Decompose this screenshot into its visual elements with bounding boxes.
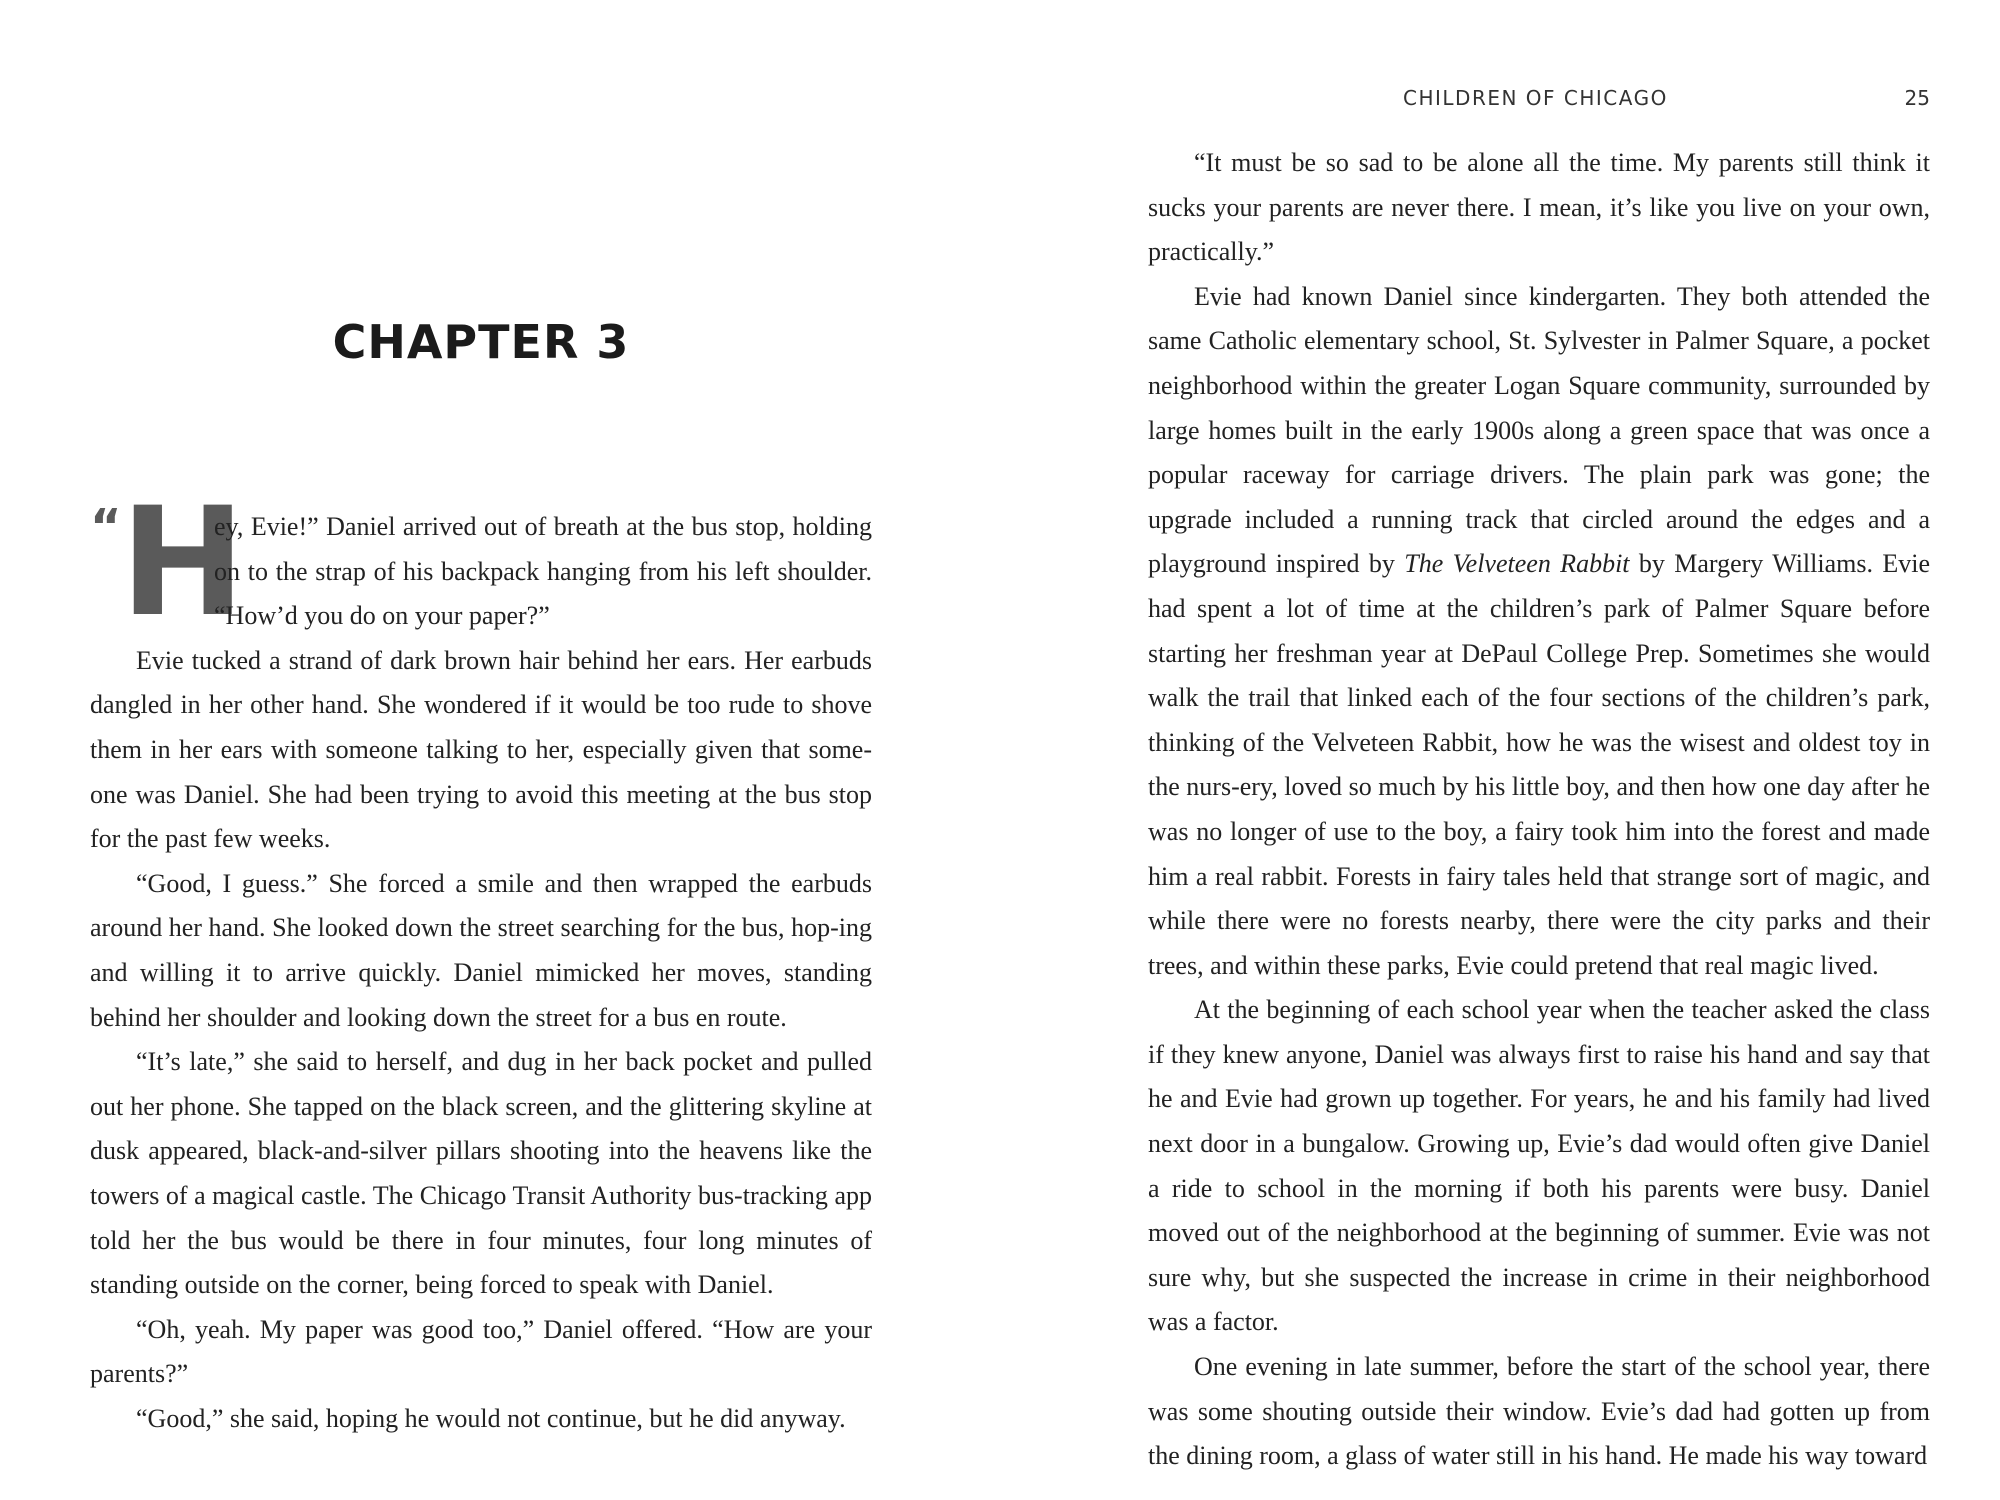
left-page-body (90, 476, 872, 1441)
opening-line: ey, Evie!” Daniel arrived out of breath at the bus stop, holding (214, 512, 872, 541)
page-number: 25 (1904, 86, 1930, 110)
paragraph: Evie tucked a strand of dark brown hair behind her ears. Her earbuds dangled in her other hand. She wondered if it would be too rude to shove them in her ears with someone talking to her, especially given that some-one was Daniel. She had been trying to avoid this meeting at the bus stop for the past few weeks. (90, 645, 872, 854)
chapter-title: CHAPTER 3 (332, 315, 630, 369)
paragraph-text: by Margery Williams. Evie had spent a lot of time at the children’s park of Palmer Square before starting her freshman year at DePaul College Prep. Sometimes she would walk the trail that linked each of the four sections of the children’s park, thinking of the Velveteen Rabbit, how he was the wisest and oldest toy in the nurs-ery, loved so much by his little boy, and then how one day after he was no longer of use to the boy, a fairy took him into the forest and made him a real rabbit. Forests in fairy tales held that strange sort of magic, and while there were no forests nearby, there were the city parks and their trees, and within these parks, Evie could pretend that real magic lived. (1148, 549, 1930, 980)
running-head-title: CHILDREN OF CHICAGO (1403, 86, 1668, 110)
paragraph-text: One evening in late summer, before the start of the school year, there was some shouting outside their window. Evie’s dad had gotten up from the dining room, a glass of water still in his hand. He made his way toward (1148, 1352, 1930, 1471)
running-head (1148, 86, 1930, 116)
opening-lines (214, 505, 872, 639)
paragraph: “Good,” she said, hoping he would not continue, but he did anyway. (136, 1403, 846, 1433)
paragraph (1148, 275, 1930, 989)
paragraph (1148, 988, 1930, 1345)
paragraph-text: At the beginning of each school year when the teacher asked the class if they knew anyone, Daniel was always first to raise his hand and say that he and Evie had grown up together. For years, he and his family had lived next door in a bungalow. Growing up, Evie’s dad would often give Daniel a ride to school in the morning if both his parents were busy. Daniel moved out of the neighborhood at the beginning of summer. Evie was not sure why, but she suspected the increase in crime in their neighborhood was a factor. (1148, 995, 1930, 1337)
paragraph: “Good, I guess.” She forced a smile and then wrapped the earbuds around her hand. She looked down the street searching for the bus, hop-ing and willing it to arrive quickly. Daniel mimicked her moves, standing behind her shoulder and looking down the street for a bus en route. (90, 868, 872, 1032)
paragraph: “It’s late,” she said to herself, and dug in her back pocket and pulled out her phone. She tapped on the black screen, and the glittering skyline at dusk appeared, black-and-silver pillars shooting into the heavens like the towers of a magical castle. The Chicago Transit Authority bus-tracking app told her the bus would be there in four minutes, four long minutes of standing outside on the corner, being forced to speak with Daniel. (90, 1047, 872, 1300)
left-page (90, 0, 872, 1500)
right-page (1148, 0, 1930, 1500)
right-page-body (1148, 141, 1930, 1479)
chapter-opening (90, 476, 872, 650)
book-title-italic: The Velveteen Rabbit (1404, 549, 1630, 579)
opening-line: on to the strap of his backpack hanging from his left shoulder. (214, 556, 872, 586)
paragraph (1148, 141, 1930, 275)
paragraph: “Oh, yeah. My paper was good too,” Daniel offered. “How are your parents?” (90, 1314, 872, 1389)
paragraph (1148, 1345, 1930, 1479)
paragraph-text: “It must be so sad to be alone all the time. My parents still think it sucks your parents are never there. I mean, it’s like you live on your own, practically.” (1148, 148, 1930, 267)
opening-quote-mark: “ (90, 499, 122, 555)
drop-cap: H (120, 476, 246, 650)
paragraph-text: Evie had known Daniel since kindergarten. They both attended the same Catholic elementary school, St. Sylvester in Palmer Square, a pocket neighborhood within the greater Logan Square community, surrounded by large homes built in the early 1900s along a green space that was once a popular raceway for carriage drivers. The plain park was gone; the upgrade included a running track that circled around the edges and a playground inspired by (1148, 281, 1930, 579)
opening-line: “How’d you do on your paper?” (214, 601, 550, 631)
